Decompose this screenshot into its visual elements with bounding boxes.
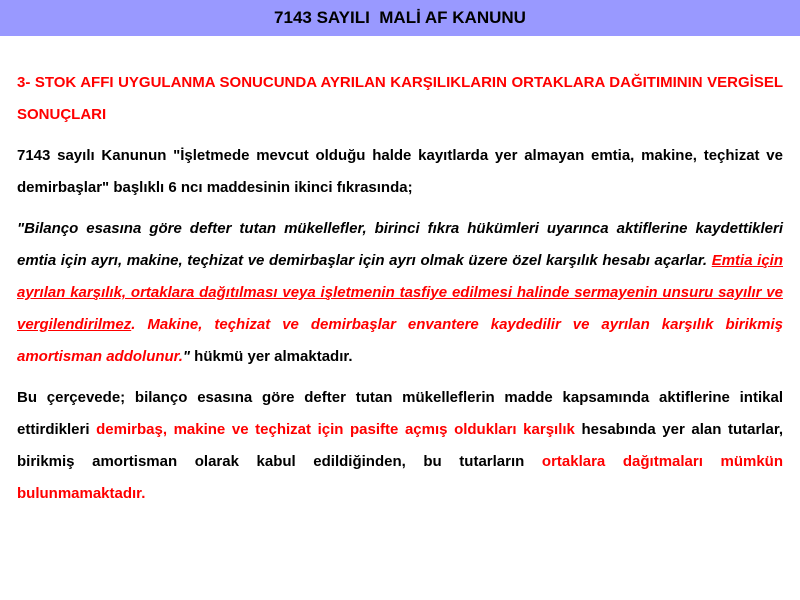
slide-title: 7143 SAYILI MALİ AF KANUNU [274,8,526,27]
paragraph-conclusion [17,382,783,510]
conclusion-text-2: hesabında yer alan tutarlar, birikmiş amortisman olarak kabul edildiğinden, bu tutarların [17,421,783,470]
paragraph-quote [17,213,783,373]
slide-body [17,67,783,519]
slide-title-bar [0,0,800,36]
quote-closing-mark: " [182,348,190,365]
quote-text-tail: hükmü yer almaktadır. [189,348,353,365]
paragraph-intro: 7143 sayılı Kanunun "İşletmede mevcut olduğu halde kayıtlarda yer almayan emtia, makine, teçhizat ve demirbaşlar" başlıklı 6 ncı maddesinin ikinci fıkrasında; [17,147,783,196]
conclusion-text-1: Bu çerçevede; bilanço esasına göre defter tutan mükelleflerin madde kapsamında aktiflerine intikal ettirdikleri [17,389,783,438]
conclusion-text-red-1: demirbaş, makine ve teçhizat için pasifte açmış oldukları karşılık [96,421,575,438]
quote-text-red: . Makine, teçhizat ve demirbaşlar envantere kaydedilir ve ayrılan karşılık birikmiş amortisman addolunur. [17,316,783,365]
section-heading: 3- STOK AFFI UYGULANMA SONUCUNDA AYRILAN KARŞILIKLARIN ORTAKLARA DAĞITIMININ VERGİSEL SONUÇLARI [17,74,783,123]
quote-text-intro: "Bilanço esasına göre defter tutan mükellefler, birinci fıkra hükümleri uyarınca aktiflerine kaydettikleri emtia için ayrı, makine, teçhizat ve demirbaşlar için ayrı olmak üzere özel karşılık hesabı açarlar. [17,220,783,269]
quote-text-underlined: Emtia için ayrılan karşılık, ortaklara dağıtılması veya işletmenin tasfiye edilmesi halinde sermayenin unsuru sayılır ve vergilendirilmez [17,252,783,333]
conclusion-text-red-2: ortaklara dağıtmaları mümkün bulunmamaktadır. [17,453,783,502]
